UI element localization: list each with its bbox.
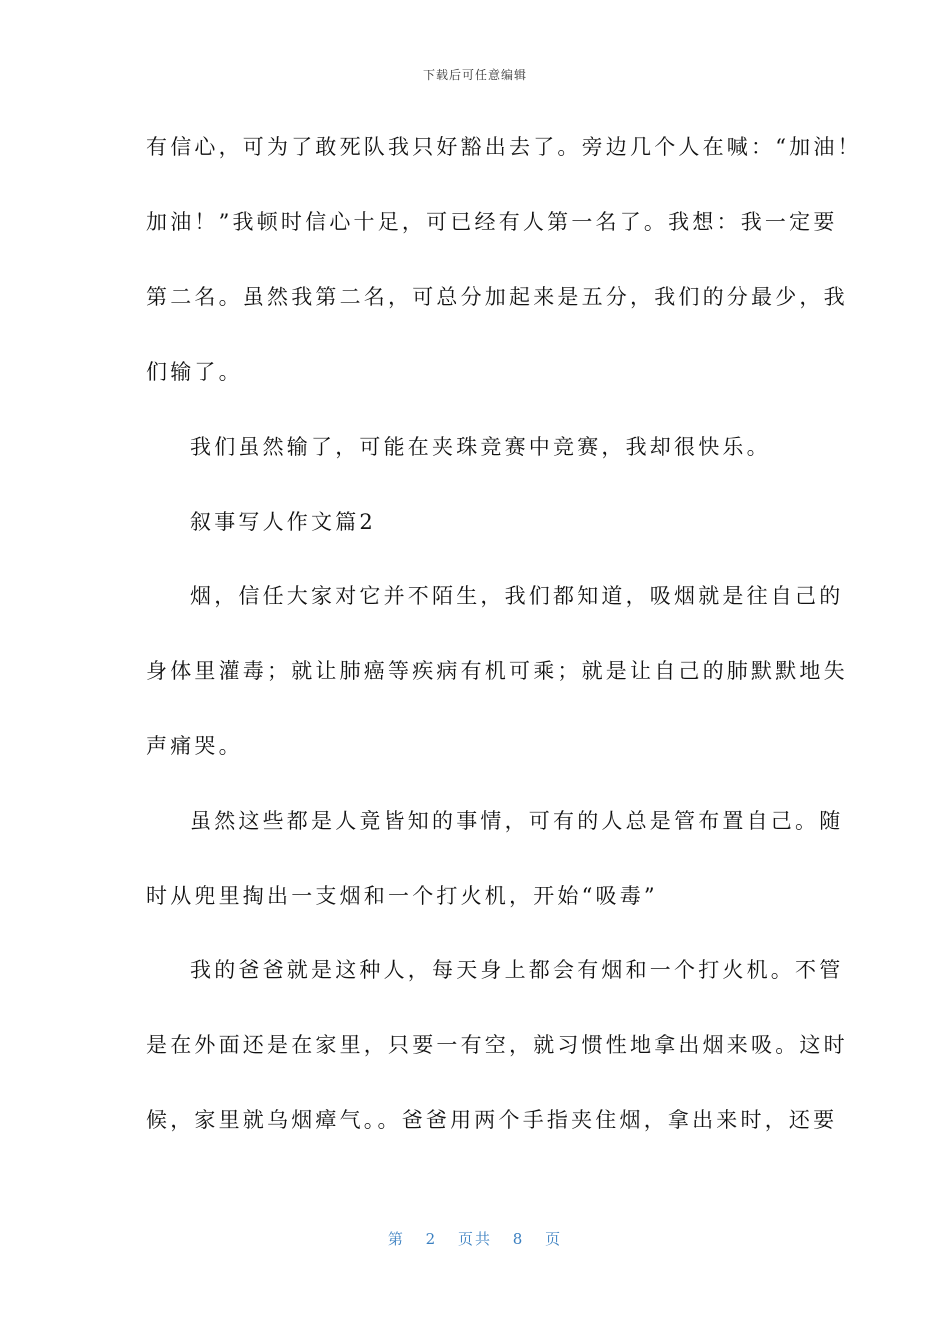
text-line: 第二名。虽然我第二名，可总分加起来是五分，我们的分最少，我 — [146, 285, 848, 309]
text-line: 有信心，可为了敢死队我只好豁出去了。旁边几个人在喊：“加油！ — [146, 135, 862, 159]
text-line: 身体里灌毒；就让肺癌等疾病有机可乘；就是让自己的肺默默地失 — [146, 659, 848, 683]
text-line: 虽然这些都是人竟皆知的事情，可有的人总是管布置自己。随 — [190, 809, 844, 833]
text-line: 我的爸爸就是这种人，每天身上都会有烟和一个打火机。不管 — [190, 958, 844, 982]
page-header: 下载后可任意编辑 — [422, 68, 527, 82]
section-title: 叙事写人作文篇2 — [190, 510, 376, 534]
text-line: 候，家里就乌烟瘴气。。爸爸用两个手指夹住烟，拿出来时，还要 — [146, 1108, 838, 1132]
text-line: 加油！”我顿时信心十足，可已经有人第一名了。我想：我一定要 — [146, 210, 838, 234]
text-line: 时从兜里掏出一支烟和一个打火机，开始“吸毒” — [146, 884, 658, 908]
text-line: 是在外面还是在家里，只要一有空，就习惯性地拿出烟来吸。这时 — [146, 1033, 848, 1057]
text-line: 我们虽然输了，可能在夹珠竞赛中竞赛，我却很快乐。 — [190, 435, 771, 459]
text-line: 们输了。 — [146, 360, 243, 384]
text-line: 烟，信任大家对它并不陌生，我们都知道，吸烟就是往自己的 — [190, 584, 844, 608]
page-number-footer: 第 2 页共 8 页 — [387, 1230, 563, 1248]
text-line: 声痛哭。 — [146, 734, 243, 758]
